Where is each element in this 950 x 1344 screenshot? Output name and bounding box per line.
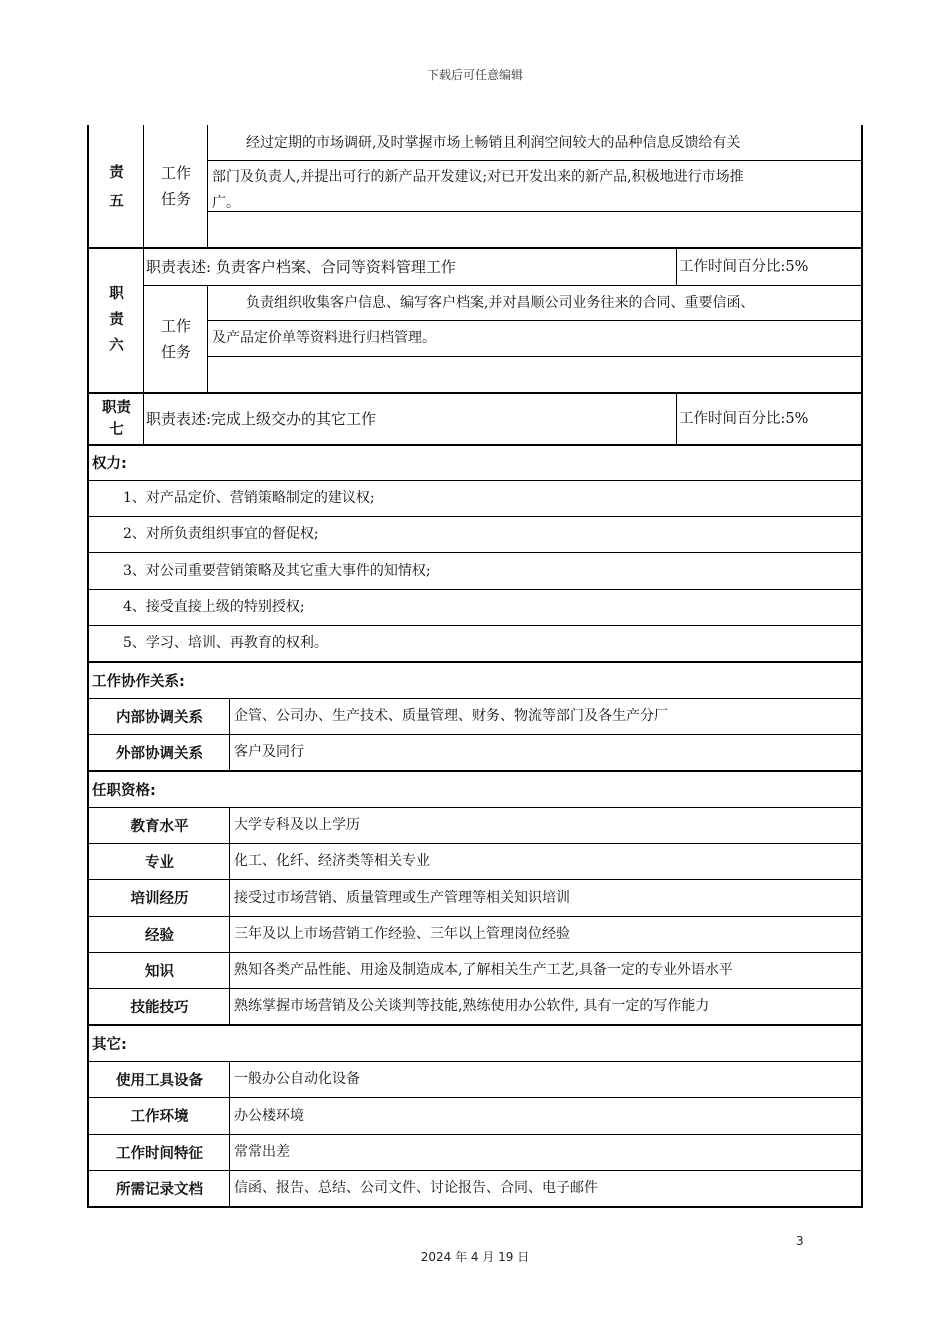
duty7-desc-text: 职责表述:完成上级交办的其它工作: [146, 409, 377, 428]
power-item: [87, 516, 863, 553]
other-value: [229, 1097, 863, 1135]
footer-date: 2024 年 4 月 19 日: [420, 1250, 530, 1264]
coop-label-external: 外部协调关系: [116, 745, 203, 762]
duty5-task-label: [143, 125, 208, 249]
power-item-5-text: 5、学习、培训、再教育的权利。: [123, 635, 328, 651]
duty6-label: [87, 248, 144, 394]
duty6-time-pct: [676, 248, 863, 286]
duty6-task-label: [143, 285, 208, 394]
other-value-tools: 一般办公自动化设备: [234, 1071, 360, 1087]
duty5-label: [87, 125, 144, 249]
duty6-desc: [143, 248, 677, 286]
other-label: [87, 1061, 230, 1098]
duty7-label: [87, 393, 144, 446]
qual-label-experience: 经验: [145, 927, 174, 944]
other-value: [229, 1134, 863, 1171]
other-label: [87, 1134, 230, 1171]
other-label: [87, 1170, 230, 1208]
qual-value: [229, 879, 863, 917]
duty6-task-line1-text: 负责组织收集客户信息、编写客户档案,并对昌顺公司业务往来的合同、重要信函、: [246, 294, 755, 311]
duty5-task-label-line2: 任务: [160, 190, 191, 208]
duty7-label-line2: 七: [109, 421, 124, 438]
coop-value: [229, 698, 863, 735]
header-note: 下载后可任意编辑: [426, 68, 523, 82]
qual-label-major: 专业: [145, 854, 174, 871]
duty6-task-label-line2: 任务: [160, 342, 191, 361]
other-heading: [87, 1025, 863, 1062]
qual-label: [87, 952, 230, 989]
other-value: [229, 1170, 863, 1208]
duty6-empty-row: [207, 356, 863, 394]
power-item-3-text: 3、对公司重要营销策略及其它重大事件的知情权;: [123, 562, 431, 579]
cooperation-heading: [87, 662, 863, 699]
duty5-label-line2: 五: [109, 194, 124, 210]
power-item-1-text: 1、对产品定价、营销策略制定的建议权;: [123, 490, 375, 506]
duty6-desc-text: 职责表述: 负责客户档案、合同等资料管理工作: [146, 257, 456, 276]
coop-value: [229, 734, 863, 772]
qual-label: [87, 988, 230, 1026]
qual-label-education: 教育水平: [130, 818, 189, 835]
duty7-desc: [143, 393, 677, 446]
duty6-label-line2: 责: [109, 312, 124, 328]
qual-value: [229, 988, 863, 1026]
coop-value-external: 客户及同行: [234, 744, 304, 760]
qual-label: [87, 807, 230, 844]
other-label: [87, 1097, 230, 1135]
duty5-task-line2: 部门及负责人,并提出可行的新产品开发建议;对已开发出来的新产品,积极地进行市场推: [212, 169, 744, 185]
other-label-environment: 工作环境: [130, 1109, 189, 1125]
duty5-label-line1: 责: [109, 165, 124, 181]
power-item: [87, 552, 863, 590]
qual-value-major: 化工、化纤、经济类等相关专业: [234, 853, 430, 869]
cooperation-heading-text: 工作协作关系:: [92, 673, 185, 690]
coop-label: [87, 698, 230, 735]
duty6-label-line1: 职: [109, 286, 124, 302]
power-item: [87, 625, 863, 663]
page-number: 3: [796, 1234, 804, 1248]
duty6-task-line2: [207, 320, 863, 357]
powers-heading-text: 权力:: [92, 456, 127, 472]
qual-label-training: 培训经历: [130, 891, 189, 907]
qual-value-experience: 三年及以上市场营销工作经验、三年以上管理岗位经验: [234, 926, 570, 942]
qual-value: [229, 807, 863, 844]
power-item-4-text: 4、接受直接上级的特别授权;: [123, 599, 305, 615]
qual-value: [229, 952, 863, 989]
duty5-task-line1: [207, 125, 863, 161]
other-label-work-time: 工作时间特征: [116, 1145, 203, 1162]
other-value-documents: 信函、报告、总结、公司文件、讨论报告、合同、电子邮件: [234, 1180, 598, 1196]
duty5-task-line3: 广。: [212, 195, 240, 211]
qualifications-heading: [87, 771, 863, 808]
duty6-task-line2-text: 及产品定价单等资料进行归档管理。: [212, 330, 436, 346]
duty7-time-pct: [676, 393, 863, 446]
other-heading-text: 其它:: [92, 1036, 127, 1053]
qual-label: [87, 879, 230, 917]
duty6-label-line3: 六: [109, 338, 124, 354]
qual-label-skills: 技能技巧: [130, 999, 189, 1016]
power-item-2-text: 2、对所负责组织事宜的督促权;: [123, 526, 319, 542]
duty6-task-line1: [207, 285, 863, 321]
other-value-environment: 办公楼环境: [234, 1107, 304, 1124]
duty5-task-lines: [207, 160, 863, 212]
other-label-tools: 使用工具设备: [116, 1072, 203, 1089]
qual-value: [229, 843, 863, 880]
duty5-task-label-line1: 工作: [160, 164, 191, 182]
coop-label: [87, 734, 230, 772]
qual-value: [229, 916, 863, 953]
qual-value-skills: 熟练掌握市场营销及公关谈判等技能,熟练使用办公软件, 具有一定的写作能力: [234, 998, 710, 1014]
qual-label: [87, 916, 230, 953]
power-item: [87, 589, 863, 626]
other-value-work-time: 常常出差: [234, 1144, 290, 1160]
coop-label-internal: 内部协调关系: [116, 709, 203, 726]
powers-heading: [87, 445, 863, 481]
other-value: [229, 1061, 863, 1098]
qual-label-knowledge: 知识: [145, 963, 174, 980]
duty6-task-label-line1: 工作: [160, 316, 191, 335]
duty6-time-pct-text: 工作时间百分比:5%: [679, 258, 809, 275]
qual-value-knowledge: 熟知各类产品性能、用途及制造成本,了解相关生产工艺,具备一定的专业外语水平: [234, 962, 733, 978]
duty7-label-line1: 职责: [102, 399, 131, 416]
duty7-time-pct-text: 工作时间百分比:5%: [679, 410, 809, 427]
qualifications-heading-text: 任职资格:: [92, 782, 156, 799]
coop-value-internal: 企管、公司办、生产技术、质量管理、财务、物流等部门及各生产分厂: [234, 708, 668, 724]
qual-label: [87, 843, 230, 880]
qual-value-training: 接受过市场营销、质量管理或生产管理等相关知识培训: [234, 889, 570, 906]
duty5-empty-row: [207, 211, 863, 249]
duty5-task-line1-text: 经过定期的市场调研,及时掌握市场上畅销且利润空间较大的品种信息反馈给有关: [246, 134, 741, 151]
qual-value-education: 大学专科及以上学历: [234, 817, 360, 833]
power-item: [87, 480, 863, 517]
other-label-documents: 所需记录文档: [116, 1181, 203, 1198]
